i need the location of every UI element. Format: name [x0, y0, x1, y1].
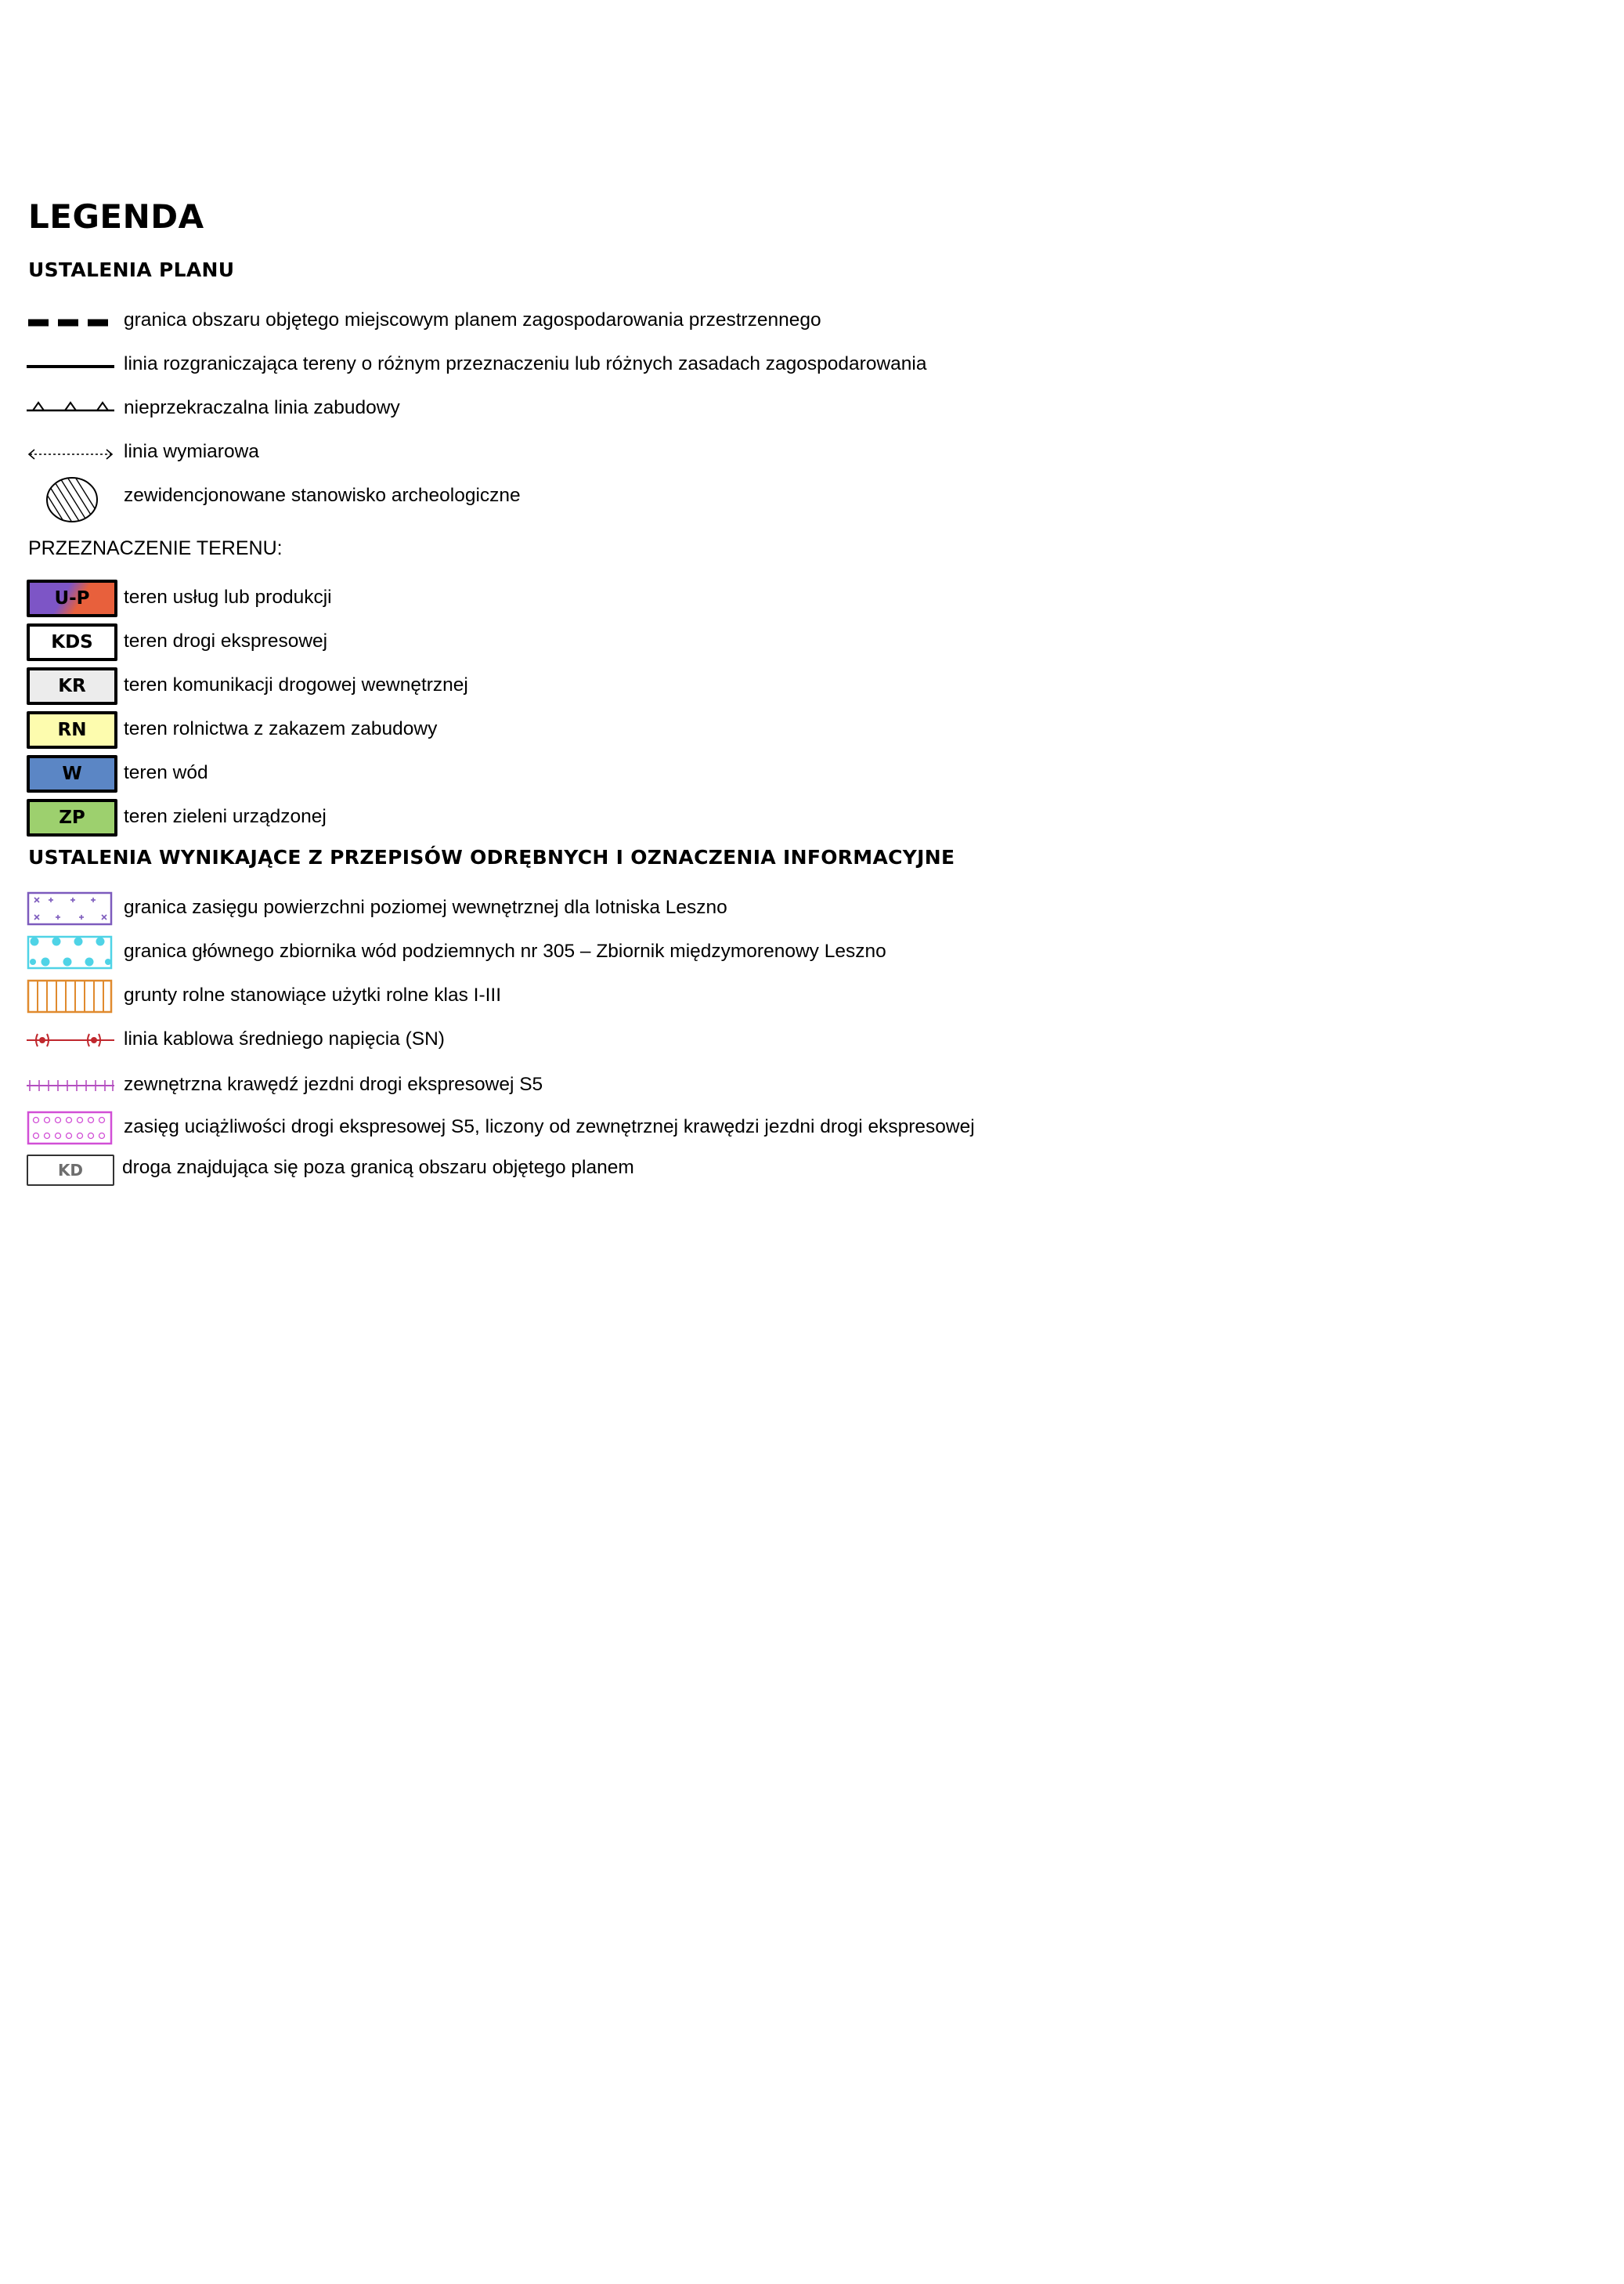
legend-item-power-cable — [0, 1021, 1096, 1061]
legend-label: linia rozgraniczająca tereny o różnym przeznaczeniu lub różnych zasadach zagospodarowania — [124, 353, 927, 374]
legend-item-dimension-line — [0, 435, 1096, 475]
legend-item-rn — [0, 711, 1096, 750]
legend-label: droga znajdująca się poza granicą obszaru objętego planem — [122, 1157, 634, 1178]
legend-item-nuisance-range — [0, 1109, 1096, 1148]
zone-code: KR — [58, 676, 86, 696]
zone-swatch-kr — [27, 667, 117, 705]
groundwater-reservoir-icon — [27, 934, 114, 971]
legend-label: zewnętrzna krawędź jezdni drogi ekspresowej S5 — [124, 1074, 543, 1095]
zone-swatch-rn — [27, 711, 117, 749]
power-cable-line-icon — [27, 1021, 114, 1059]
zone-swatch-zp — [27, 799, 117, 837]
legend-item-roadway-edge — [0, 1065, 1096, 1104]
legend-label: teren drogi ekspresowej — [124, 631, 328, 652]
legend-label: linia kablowa średniego napięcia (SN) — [124, 1028, 445, 1050]
legend-item-kds — [0, 623, 1096, 663]
legend-label: nieprzekraczalna linia zabudowy — [124, 397, 400, 418]
info-section-heading: USTALENIA WYNIKAJĄCE Z PRZEPISÓW ODRĘBNYCH I OZNACZENIA INFORMACYJNE — [28, 846, 955, 869]
zone-swatch-w — [27, 755, 117, 793]
zone-code: ZP — [59, 808, 85, 828]
plan-section-heading: USTALENIA PLANU — [28, 258, 235, 281]
legend-item-agricultural-soil — [0, 978, 1096, 1017]
zone-code: KDS — [51, 632, 93, 652]
zone-swatch-kds — [27, 623, 117, 661]
zone-swatch-kd — [27, 1155, 114, 1186]
zone-code: RN — [57, 720, 87, 740]
building-line-icon — [27, 392, 114, 429]
zone-code: KD — [57, 1161, 84, 1180]
legend-item-kr — [0, 667, 1096, 707]
legend-label: teren komunikacji drogowej wewnętrznej — [124, 674, 468, 696]
legend-label: zasięg uciążliwości drogi ekspresowej S5, liczony od zewnętrznej krawędzi jezdni drogi ekspresowej — [124, 1116, 975, 1137]
nuisance-range-icon — [27, 1109, 114, 1147]
legend-label: granica zasięgu powierzchni poziomej wewnętrznej dla lotniska Leszno — [124, 897, 727, 918]
legend-label: granica głównego zbiornika wód podziemnych nr 305 – Zbiornik międzymorenowy Leszno — [124, 941, 886, 962]
legend-item-groundwater-reservoir — [0, 934, 1096, 973]
agricultural-soil-icon — [27, 978, 114, 1015]
legend-label: teren zieleni urządzonej — [124, 806, 327, 827]
zone-swatch-up — [27, 580, 117, 617]
legend-item-building-line — [0, 392, 1096, 431]
airport-surface-boundary-icon — [27, 890, 114, 927]
legend-label: zewidencjonowane stanowisko archeologiczne — [124, 485, 521, 506]
zone-code: U-P — [54, 588, 90, 609]
legend-item-archaeological-site — [0, 475, 1096, 525]
legend-item-demarcation-line — [0, 348, 1096, 387]
legend-item-zp — [0, 799, 1096, 838]
legend-item-up — [0, 580, 1096, 619]
dashed-boundary-line-icon — [27, 304, 114, 342]
legend-item-w — [0, 755, 1096, 794]
archaeological-site-icon — [27, 475, 114, 525]
land-use-heading: PRZEZNACZENIE TERENU: — [28, 537, 283, 559]
legend-item-plan-boundary — [0, 304, 1096, 343]
legend-label: linia wymiarowa — [124, 441, 259, 462]
legend-label: teren usług lub produkcji — [124, 587, 332, 608]
legend-item-external-road — [0, 1153, 1096, 1192]
solid-line-icon — [27, 348, 114, 385]
legend-label: granica obszaru objętego miejscowym planem zagospodarowania przestrzennego — [124, 309, 821, 331]
legend-label: teren wód — [124, 762, 208, 783]
legend-item-airport-surface — [0, 890, 1096, 929]
legend-label: teren rolnictwa z zakazem zabudowy — [124, 718, 438, 739]
zone-code: W — [62, 764, 82, 784]
legend-label: grunty rolne stanowiące użytki rolne klas I-III — [124, 985, 502, 1006]
legend-title: LEGENDA — [28, 197, 204, 236]
roadway-edge-line-icon — [27, 1065, 114, 1103]
dimension-arrow-icon — [27, 435, 114, 473]
